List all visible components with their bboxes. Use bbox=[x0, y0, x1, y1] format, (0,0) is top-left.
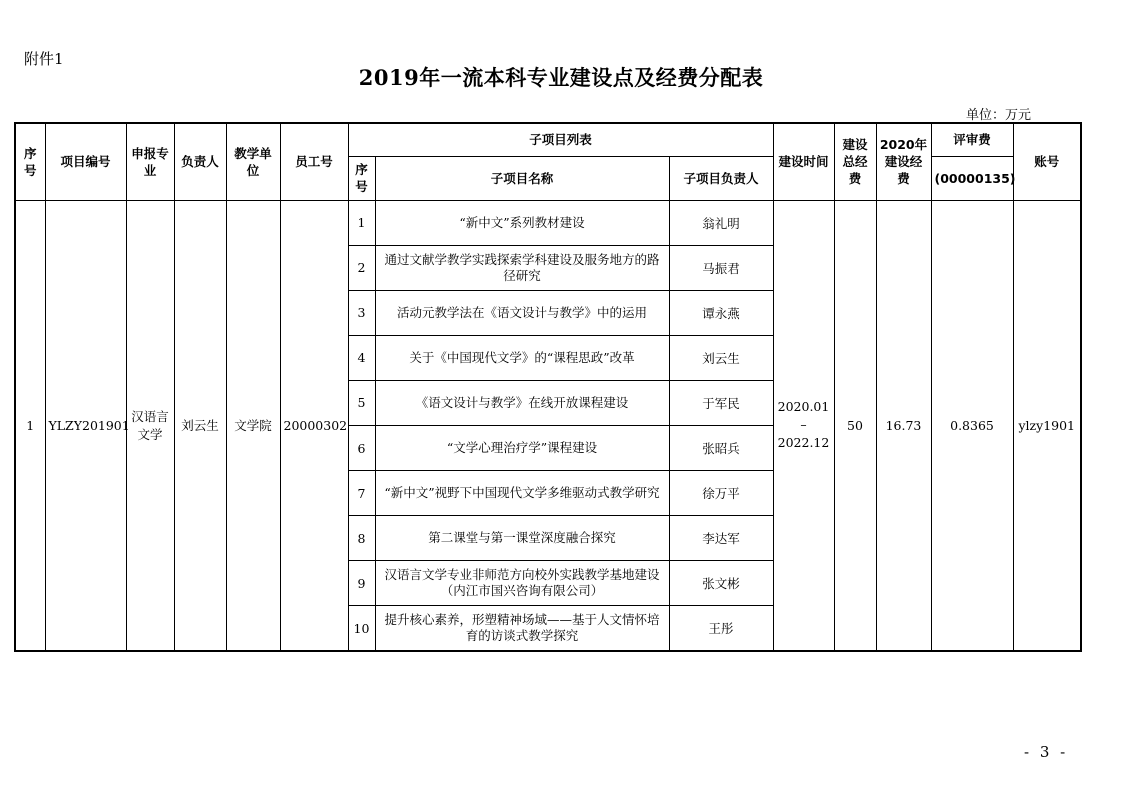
subproject-name: 提升核心素养，形塑精神场域——基于人文情怀培育的访谈式教学探究 bbox=[375, 606, 669, 651]
row-total: 50 bbox=[834, 200, 876, 651]
subproject-name: 汉语言文学专业非师范方向校外实践教学基地建设（内江市国兴咨询有限公司） bbox=[375, 561, 669, 606]
subproject-name: “新中文”视野下中国现代文学多维驱动式教学研究 bbox=[375, 471, 669, 516]
header-sub-name: 子项目名称 bbox=[375, 156, 669, 200]
header-sub-leader: 子项目负责人 bbox=[669, 156, 773, 200]
header-leader: 负责人 bbox=[174, 123, 226, 200]
subproject-no: 7 bbox=[348, 471, 375, 516]
subproject-no: 8 bbox=[348, 516, 375, 561]
subproject-no: 6 bbox=[348, 426, 375, 471]
unit-label: 单位：万元 bbox=[966, 108, 1032, 123]
header-2020-budget: 2020年建设经费 bbox=[876, 123, 931, 200]
subproject-no: 4 bbox=[348, 335, 375, 380]
subproject-no: 2 bbox=[348, 245, 375, 290]
subproject-no: 9 bbox=[348, 561, 375, 606]
header-unit: 教学单位 bbox=[226, 123, 280, 200]
subproject-leader: 谭永燕 bbox=[669, 290, 773, 335]
row-review: 0.8365 bbox=[931, 200, 1013, 651]
header-account: 账号 bbox=[1013, 123, 1081, 200]
header-review: 评审费 bbox=[931, 123, 1013, 156]
header-review-code: (00000135) bbox=[931, 156, 1013, 200]
subproject-leader: 徐万平 bbox=[669, 471, 773, 516]
header-period: 建设时间 bbox=[773, 123, 834, 200]
header-staff-id: 员工号 bbox=[280, 123, 348, 200]
attachment-label: 附件1 bbox=[24, 50, 64, 68]
header-sub-seq: 序号 bbox=[348, 156, 375, 200]
subproject-name: 活动元教学法在《语文设计与教学》中的运用 bbox=[375, 290, 669, 335]
subproject-no: 3 bbox=[348, 290, 375, 335]
header-major: 申报专业 bbox=[126, 123, 174, 200]
row-project-code: YLZY201901 bbox=[45, 200, 126, 651]
page-title: 2019年一流本科专业建设点及经费分配表 bbox=[358, 65, 764, 90]
header-total: 建设总经费 bbox=[834, 123, 876, 200]
allocation-table bbox=[14, 122, 1082, 652]
subproject-no: 5 bbox=[348, 380, 375, 425]
row-staff-id: 20000302 bbox=[280, 200, 348, 651]
row-major: 汉语言文学 bbox=[126, 200, 174, 651]
header-project-code: 项目编号 bbox=[45, 123, 126, 200]
row-period bbox=[773, 200, 834, 651]
subproject-name: 《语文设计与教学》在线开放课程建设 bbox=[375, 380, 669, 425]
subproject-name: “文学心理治疗学”课程建设 bbox=[375, 426, 669, 471]
subproject-name: “新中文”系列教材建设 bbox=[375, 200, 669, 245]
subproject-no: 10 bbox=[348, 606, 375, 651]
subproject-leader: 李达军 bbox=[669, 516, 773, 561]
row-unit: 文学院 bbox=[226, 200, 280, 651]
subproject-no: 1 bbox=[348, 200, 375, 245]
row-2020-budget: 16.73 bbox=[876, 200, 931, 651]
row-leader: 刘云生 bbox=[174, 200, 226, 651]
header-seq: 序号 bbox=[15, 123, 45, 200]
row-seq: 1 bbox=[15, 200, 45, 651]
subproject-leader: 翁礼明 bbox=[669, 200, 773, 245]
subproject-name: 关于《中国现代文学》的“课程思政”改革 bbox=[375, 335, 669, 380]
subproject-leader: 王彤 bbox=[669, 606, 773, 651]
subproject-leader: 马振君 bbox=[669, 245, 773, 290]
period-end: 2022.12 bbox=[777, 435, 830, 451]
subproject-leader: 于军民 bbox=[669, 380, 773, 425]
page-number: - 3 - bbox=[1024, 743, 1069, 761]
subproject-name: 通过文献学教学实践探索学科建设及服务地方的路径研究 bbox=[375, 245, 669, 290]
subproject-row bbox=[15, 200, 1081, 245]
period-start: 2020.01 bbox=[777, 399, 830, 415]
header-row-1 bbox=[15, 123, 1081, 156]
subproject-name: 第二课堂与第一课堂深度融合探究 bbox=[375, 516, 669, 561]
header-sub-list: 子项目列表 bbox=[348, 123, 773, 156]
subproject-leader: 张昭兵 bbox=[669, 426, 773, 471]
subproject-leader: 张文彬 bbox=[669, 561, 773, 606]
row-account: ylzy1901 bbox=[1013, 200, 1081, 651]
period-separator: – bbox=[800, 417, 807, 433]
subproject-leader: 刘云生 bbox=[669, 335, 773, 380]
